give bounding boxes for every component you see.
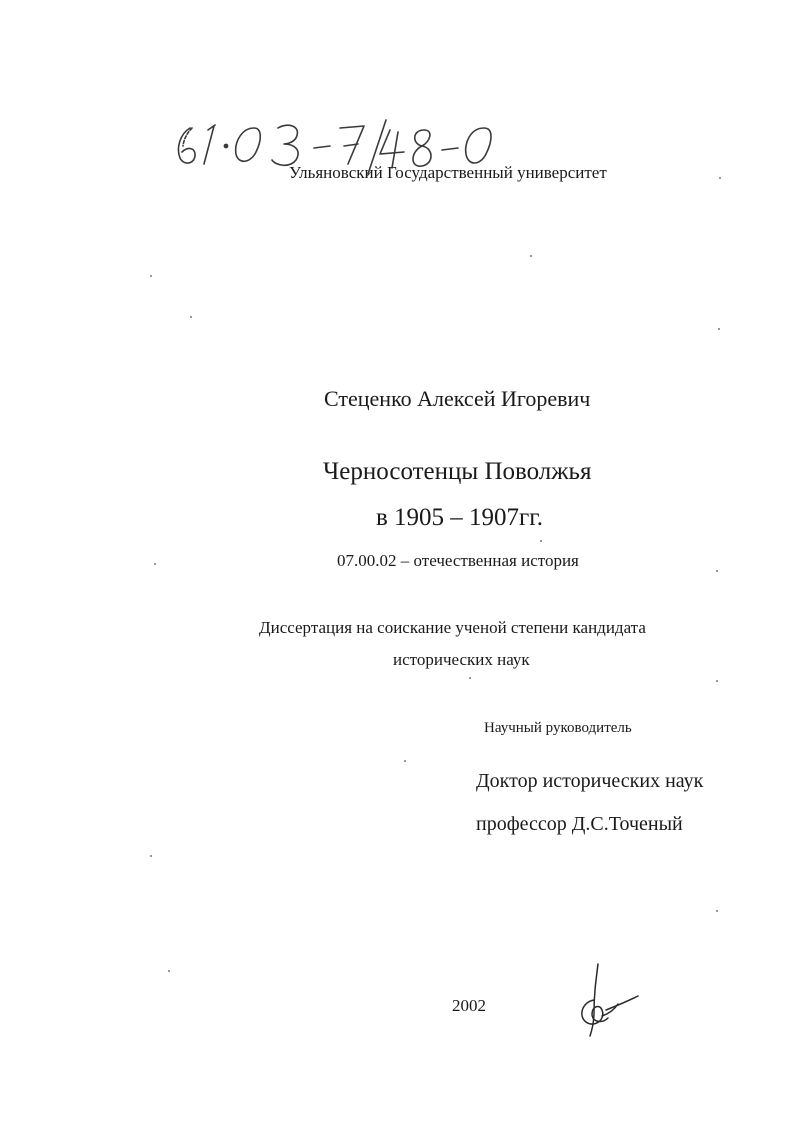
year: 2002 <box>452 996 486 1015</box>
scan-speck <box>716 570 718 572</box>
scan-speck <box>150 275 152 277</box>
scan-speck <box>150 855 152 857</box>
specialty-code: 07.00.02 – отечественная история <box>337 551 579 570</box>
dissertation-title-line-2: в 1905 – 1907гг. <box>376 504 543 531</box>
advisor-name: профессор Д.С.Точеный <box>476 813 683 835</box>
scan-speck <box>190 316 192 318</box>
scan-speck <box>716 910 718 912</box>
scan-speck <box>719 177 721 179</box>
university-name: Ульяновский Государственный университет <box>289 163 607 182</box>
scan-speck <box>540 540 542 542</box>
degree-purpose-line-2: исторических наук <box>393 650 530 669</box>
scan-speck <box>530 255 532 257</box>
scan-speck <box>469 677 471 679</box>
archive-stamp-handwriting <box>168 108 508 198</box>
degree-purpose-line-1: Диссертация на соискание ученой степени кандидата <box>259 618 646 637</box>
dissertation-title-line-1: Черносотенцы Поволжья <box>323 458 592 485</box>
scan-speck <box>168 970 170 972</box>
scan-speck <box>716 680 718 682</box>
advisor-label: Научный руководитель <box>484 720 632 736</box>
scan-speck <box>154 563 156 565</box>
author-name: Стеценко Алексей Игоревич <box>324 386 591 411</box>
scan-speck <box>404 760 406 762</box>
advisor-degree: Доктор исторических наук <box>476 770 704 792</box>
scan-speck <box>718 328 720 330</box>
handwritten-signature <box>572 960 642 1040</box>
